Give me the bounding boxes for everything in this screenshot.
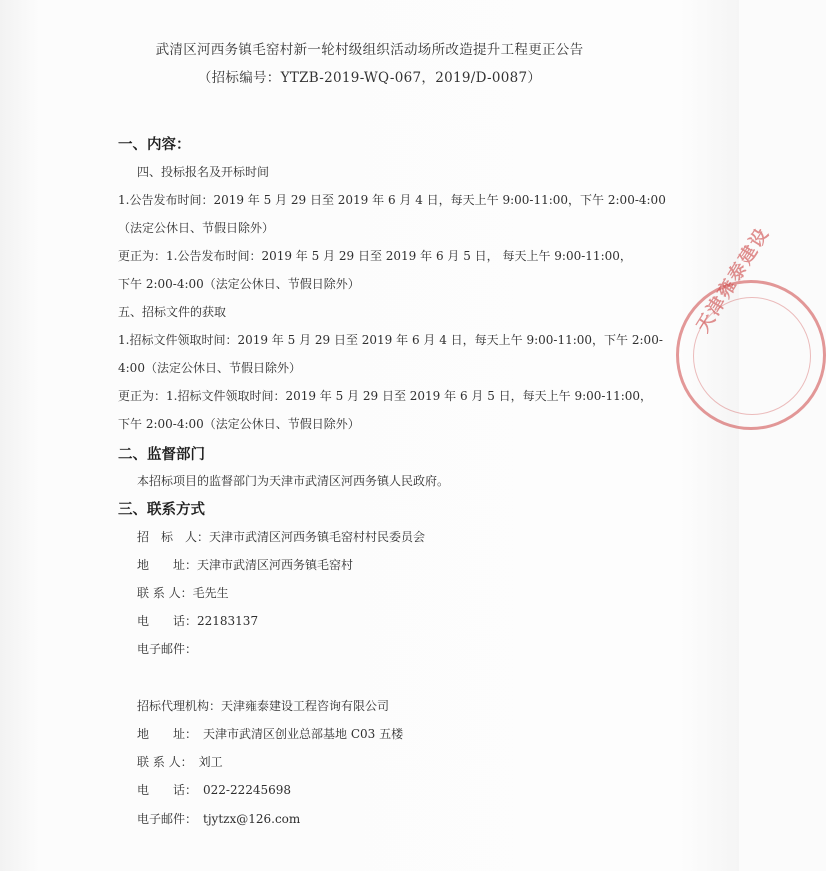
original-notice-time-cont: （法定公休日、节假日除外） [118, 221, 275, 235]
tenderer-phone: 电 话：22183137 [137, 614, 259, 628]
original-notice-time: 1.公告发布时间：2019 年 5 月 29 日至 2019 年 6 月 4 日，每天上午 9:00-11:00，下午 2:00-4:00 [118, 193, 666, 207]
corrected-doc-time-cont: 下午 2:00-4:00（法定公休日、节假日除外） [118, 417, 360, 431]
section-heading-supervision: 二、监督部门 [118, 447, 205, 463]
agency-phone: 电 话： 022-22245698 [137, 783, 292, 797]
tenderer-email: 电子邮件： [137, 642, 198, 656]
corrected-notice-time: 更正为：1.公告发布时间：2019 年 5 月 29 日至 2019 年 6 月 5 日， 每天上午 9:00-11:00， [118, 249, 632, 263]
section-heading-content: 一、内容： [118, 137, 191, 153]
subheading-document-acquisition: 五、招标文件的获取 [118, 305, 227, 319]
corrected-doc-time: 更正为：1.招标文件领取时间：2019 年 5 月 29 日至 2019 年 6 月 5 日，每天上午 9:00-11:00， [118, 389, 653, 403]
subheading-bid-time: 四、投标报名及开标时间 [137, 165, 270, 179]
agency-address: 地 址： 天津市武清区创业总部基地 C03 五楼 [137, 727, 404, 741]
agency-email: 电子邮件： tjytzx@126.com [137, 812, 301, 826]
tenderer-contact: 联 系 人：毛先生 [137, 586, 229, 600]
tenderer-name: 招 标 人：天津市武清区河西务镇毛窑村村民委员会 [137, 530, 426, 544]
company-seal-stamp [676, 223, 826, 430]
section-heading-contact: 三、联系方式 [118, 502, 205, 518]
seal-text: 天津雍泰建设 [692, 223, 774, 337]
agency-contact: 联 系 人： 刘工 [137, 755, 223, 769]
document-subtitle: （招标编号：YTZB-2019-WQ-067，2019/D-0087） [197, 70, 542, 86]
tenderer-address: 地 址：天津市武清区河西务镇毛窑村 [137, 558, 354, 572]
agency-name: 招标代理机构：天津雍泰建设工程咨询有限公司 [137, 699, 390, 713]
corrected-notice-time-cont: 下午 2:00-4:00（法定公休日、节假日除外） [118, 277, 360, 291]
original-doc-time: 1.招标文件领取时间：2019 年 5 月 29 日至 2019 年 6 月 4 日，每天上午 9:00-11:00，下午 2:00- [118, 333, 663, 347]
document-title: 武清区河西务镇毛窑村新一轮村级组织活动场所改造提升工程更正公告 [155, 42, 584, 58]
original-doc-time-cont: 4:00（法定公休日、节假日除外） [118, 361, 301, 375]
supervision-text: 本招标项目的监督部门为天津市武清区河西务镇人民政府。 [137, 474, 450, 488]
